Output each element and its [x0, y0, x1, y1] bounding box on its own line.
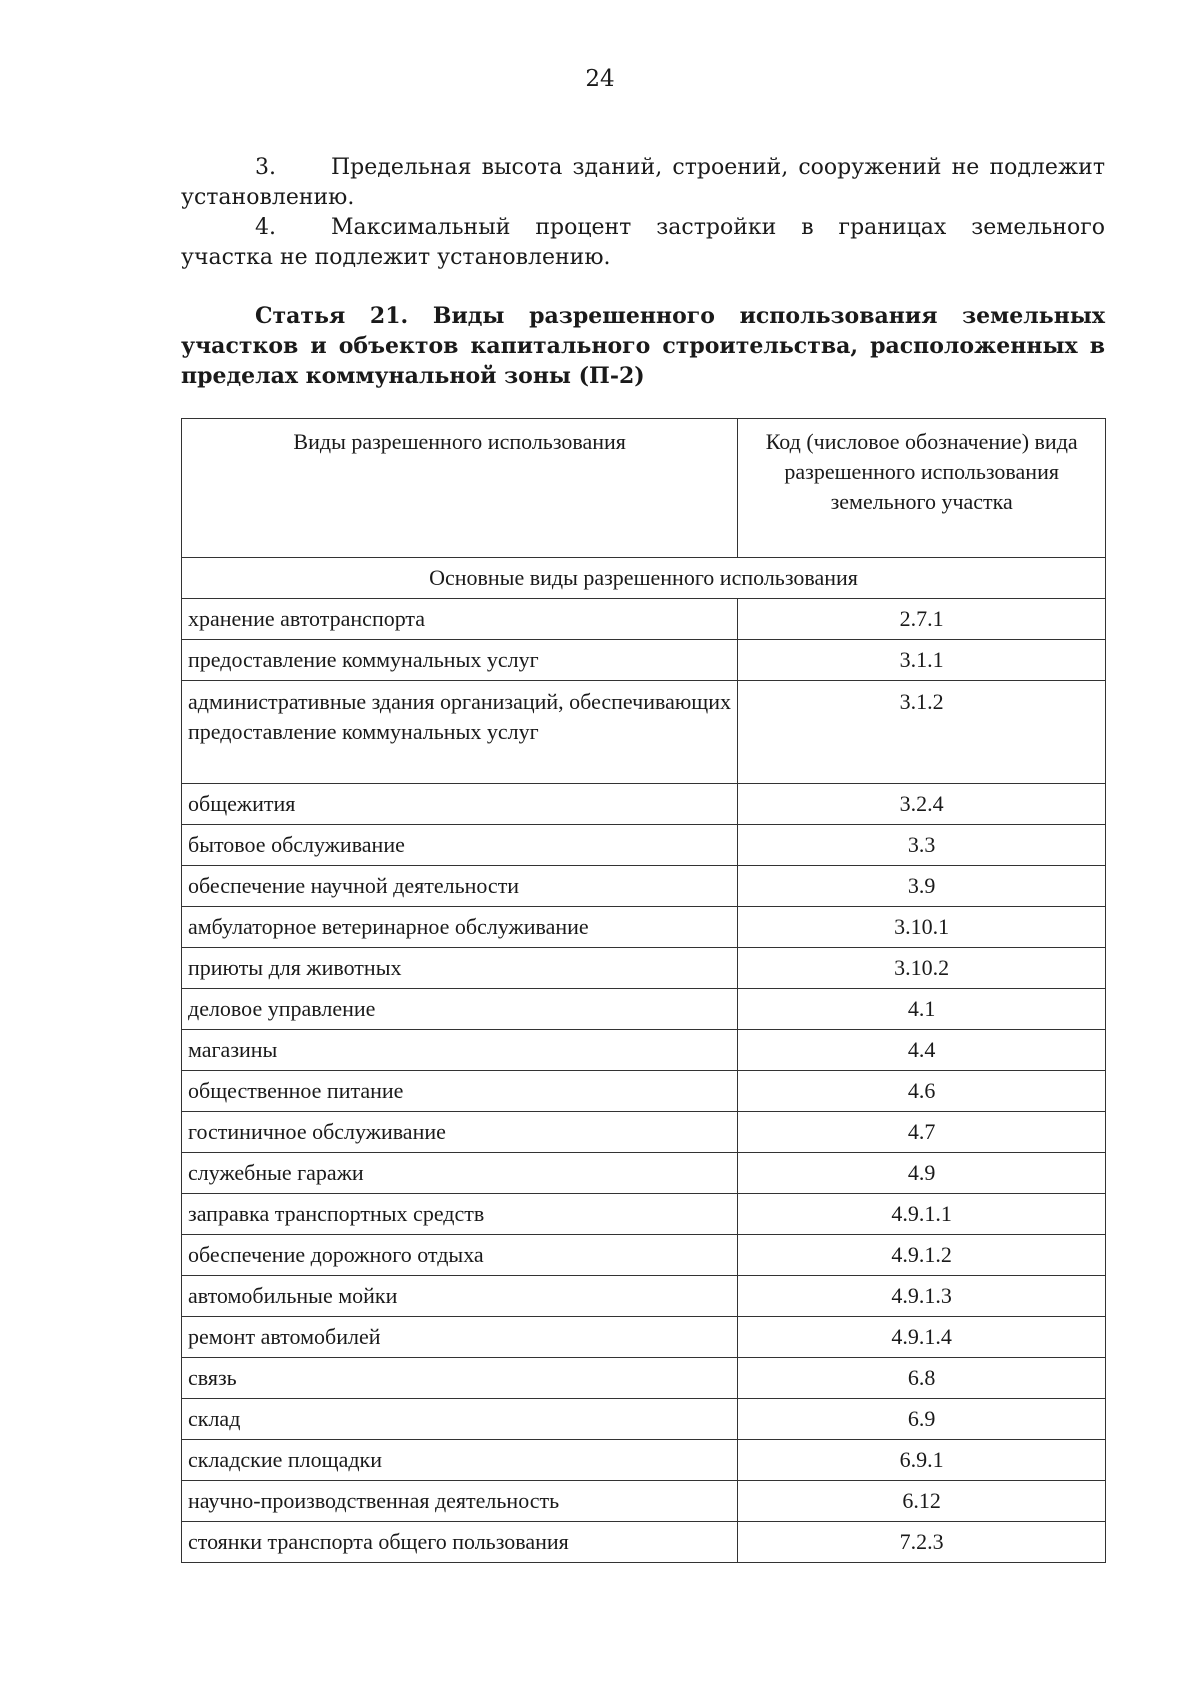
code-cell: 3.2.4: [738, 784, 1106, 825]
header-code: Код (числовое обозначение) вида разрешенного использования земельного участка: [738, 419, 1106, 558]
use-type-cell: автомобильные мойки: [182, 1276, 738, 1317]
use-type-cell: хранение автотранспорта: [182, 599, 738, 640]
table-row: [182, 825, 1106, 866]
table-row: [182, 948, 1106, 989]
code-cell: 3.10.2: [738, 948, 1106, 989]
use-type-cell: стоянки транспорта общего пользования: [182, 1522, 738, 1563]
table-section-row: [182, 558, 1106, 599]
header-use-type: Виды разрешенного использования: [182, 419, 738, 558]
paragraph-number: 4.: [255, 215, 276, 240]
table-row: [182, 1030, 1106, 1071]
table-row: [182, 907, 1106, 948]
use-type-cell: связь: [182, 1358, 738, 1399]
use-type-cell: общежития: [182, 784, 738, 825]
code-cell: 3.9: [738, 866, 1106, 907]
table-row: [182, 681, 1106, 784]
table-row: [182, 1358, 1106, 1399]
code-cell: 4.9.1.3: [738, 1276, 1106, 1317]
use-type-cell: амбулаторное ветеринарное обслуживание: [182, 907, 738, 948]
table-row: [182, 599, 1106, 640]
use-type-cell: гостиничное обслуживание: [182, 1112, 738, 1153]
use-type-cell: магазины: [182, 1030, 738, 1071]
paragraph-item-4: [181, 213, 1105, 273]
use-type-cell: административные здания организаций, обеспечивающих предоставление коммунальных услуг: [182, 681, 738, 784]
code-cell: 4.7: [738, 1112, 1106, 1153]
code-cell: 4.9.1.1: [738, 1194, 1106, 1235]
table-row: [182, 640, 1106, 681]
use-type-cell: служебные гаражи: [182, 1153, 738, 1194]
code-cell: 2.7.1: [738, 599, 1106, 640]
table-row: [182, 1071, 1106, 1112]
table-row: [182, 1235, 1106, 1276]
use-type-cell: складские площадки: [182, 1440, 738, 1481]
table-row: [182, 1194, 1106, 1235]
paragraph-text: Максимальный процент застройки в границах земельного участка не подлежит установлению.: [181, 215, 1105, 270]
table-row: [182, 1399, 1106, 1440]
code-cell: 6.8: [738, 1358, 1106, 1399]
code-cell: 6.9: [738, 1399, 1106, 1440]
code-cell: 4.1: [738, 989, 1106, 1030]
code-cell: 4.6: [738, 1071, 1106, 1112]
code-cell: 3.10.1: [738, 907, 1106, 948]
table-row: [182, 1481, 1106, 1522]
code-cell: 4.9.1.2: [738, 1235, 1106, 1276]
code-cell: 7.2.3: [738, 1522, 1106, 1563]
use-type-cell: общественное питание: [182, 1071, 738, 1112]
use-type-cell: ремонт автомобилей: [182, 1317, 738, 1358]
code-cell: 4.4: [738, 1030, 1106, 1071]
use-type-cell: склад: [182, 1399, 738, 1440]
table-row: [182, 1112, 1106, 1153]
code-cell: 3.1.2: [738, 681, 1106, 784]
paragraph-text: Предельная высота зданий, строений, сооружений не подлежит установлению.: [181, 155, 1105, 210]
use-type-cell: бытовое обслуживание: [182, 825, 738, 866]
table-row: [182, 1522, 1106, 1563]
use-type-cell: деловое управление: [182, 989, 738, 1030]
use-type-cell: научно-производственная деятельность: [182, 1481, 738, 1522]
page-number: 24: [585, 66, 615, 92]
table-row: [182, 989, 1106, 1030]
code-cell: 3.3: [738, 825, 1106, 866]
table-header-row: [182, 419, 1106, 558]
table-row: [182, 1317, 1106, 1358]
code-cell: 3.1.1: [738, 640, 1106, 681]
table-row: [182, 1276, 1106, 1317]
paragraph-number: 3.: [255, 155, 276, 180]
section-title: Основные виды разрешенного использования: [182, 558, 1106, 599]
use-type-cell: заправка транспортных средств: [182, 1194, 738, 1235]
table-row: [182, 784, 1106, 825]
table-row: [182, 866, 1106, 907]
paragraph-item-3: [181, 153, 1105, 213]
use-type-cell: приюты для животных: [182, 948, 738, 989]
table-row: [182, 1153, 1106, 1194]
code-cell: 4.9.1.4: [738, 1317, 1106, 1358]
use-type-cell: предоставление коммунальных услуг: [182, 640, 738, 681]
code-cell: 6.12: [738, 1481, 1106, 1522]
use-type-cell: обеспечение дорожного отдыха: [182, 1235, 738, 1276]
table-row: [182, 1440, 1106, 1481]
permitted-uses-table: [181, 418, 1106, 1563]
article-title: Статья 21. Виды разрешенного использования земельных участков и объектов капитального строительства, расположенных в пределах коммунальной зоны (П-2): [181, 303, 1105, 389]
use-type-cell: обеспечение научной деятельности: [182, 866, 738, 907]
code-cell: 4.9: [738, 1153, 1106, 1194]
code-cell: 6.9.1: [738, 1440, 1106, 1481]
